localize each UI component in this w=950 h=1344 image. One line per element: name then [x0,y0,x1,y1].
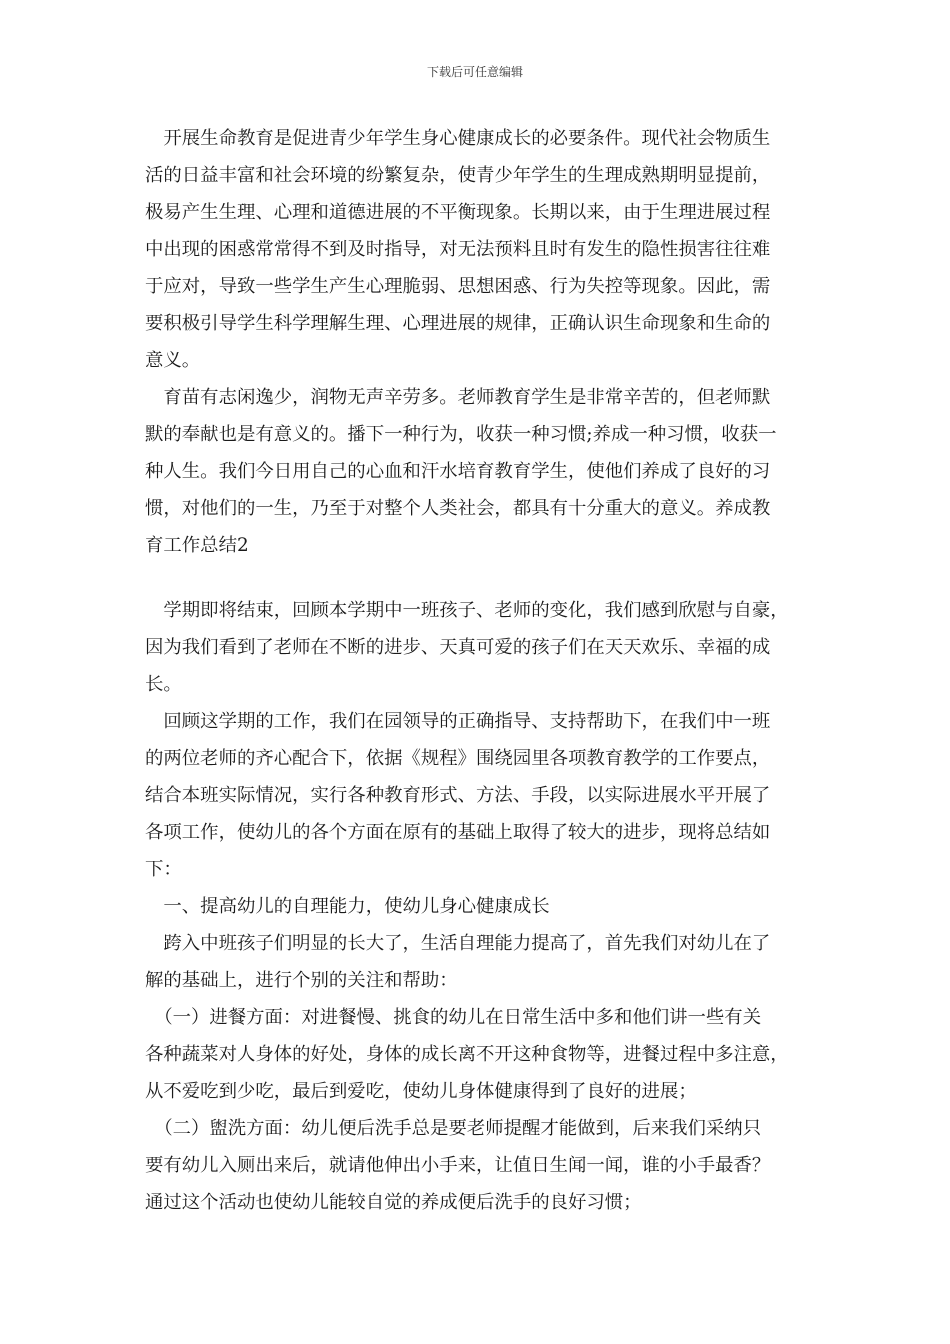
page-header: 下载后可任意编辑 [426,65,523,79]
text-line: 育苗有志闲逸少，润物无声辛劳多。老师教育学生是非常辛苦的，但老师默 [145,387,771,408]
text-line: 开展生命教育是促进青少年学生身心健康成长的必要条件。现代社会物质生 [145,128,771,149]
text-line: （二）盥洗方面：幼儿便后洗手总是要老师提醒才能做到，后来我们采纳只 [145,1118,762,1139]
text-line: 下： [145,859,182,880]
text-line: （一）进餐方面：对进餐慢、挑食的幼儿在日常生活中多和他们讲一些有关 [145,1007,762,1028]
text-line: 通过这个活动也使幼儿能较自觉的养成便后洗手的良好习惯； [145,1192,642,1213]
text-line: 各项工作，使幼儿的各个方面在原有的基础上取得了较大的进步，现将总结如 [145,822,771,843]
text-line: 中出现的困惑常常得不到及时指导，对无法预料且时有发生的隐性损害往往难 [145,239,771,260]
text-line: 活的日益丰富和社会环境的纷繁复杂，使青少年学生的生理成熟期明显提前， [145,165,771,186]
text-line: 意义。 [145,350,201,371]
text-line: 长。 [145,674,182,695]
text-line: 因为我们看到了老师在不断的进步、天真可爱的孩子们在天天欢乐、幸福的成 [145,637,771,658]
text-line: 回顾这学期的工作，我们在园领导的正确指导、支持帮助下，在我们中一班 [145,711,771,732]
text-line: 学期即将结束，回顾本学期中一班孩子、老师的变化，我们感到欣慰与自豪， [145,600,789,621]
text-line: 结合本班实际情况，实行各种教育形式、方法、手段，以实际进展水平开展了 [145,785,771,806]
text-line: 跨入中班孩子们明显的长大了，生活自理能力提高了，首先我们对幼儿在了 [145,933,771,954]
text-line: 解的基础上，进行个别的关注和帮助： [145,970,458,991]
document-body [145,120,810,1221]
text-line: 各种蔬菜对人身体的好处，身体的成长离不开这种食物等，进餐过程中多注意， [145,1044,789,1065]
text-line: 极易产生生理、心理和道德进展的不平衡现象。长期以来，由于生理进展过程 [145,202,771,223]
text-line: 种人生。我们今日用自己的心血和汗水培育教育学生，使他们养成了良好的习 [145,461,771,482]
text-line: 于应对，导致一些学生产生心理脆弱、思想困惑、行为失控等现象。因此，需 [145,276,771,297]
blank-line [145,564,810,592]
text-line: 默的奉献也是有意义的。播下一种行为，收获一种习惯;养成一种习惯，收获一 [145,424,777,445]
text-line: 惯，对他们的一生，乃至于对整个人类社会，都具有十分重大的意义。养成教 [145,498,771,519]
text-line: 要积极引导学生科学理解生理、心理进展的规律，正确认识生命现象和生命的 [145,313,771,334]
text-line: 的两位老师的齐心配合下，依据《规程》围绕园里各项教育教学的工作要点， [145,748,771,769]
text-line: 从不爱吃到少吃，最后到爱吃，使幼儿身体健康得到了良好的进展； [145,1081,697,1102]
text-line: 要有幼儿入厕出来后，就请他伸出小手来，让值日生闻一闻，谁的小手最香？ [145,1155,771,1176]
section-title: 育工作总结2 [145,535,249,556]
subheading: 一、提高幼儿的自理能力，使幼儿身心健康成长 [145,896,550,917]
